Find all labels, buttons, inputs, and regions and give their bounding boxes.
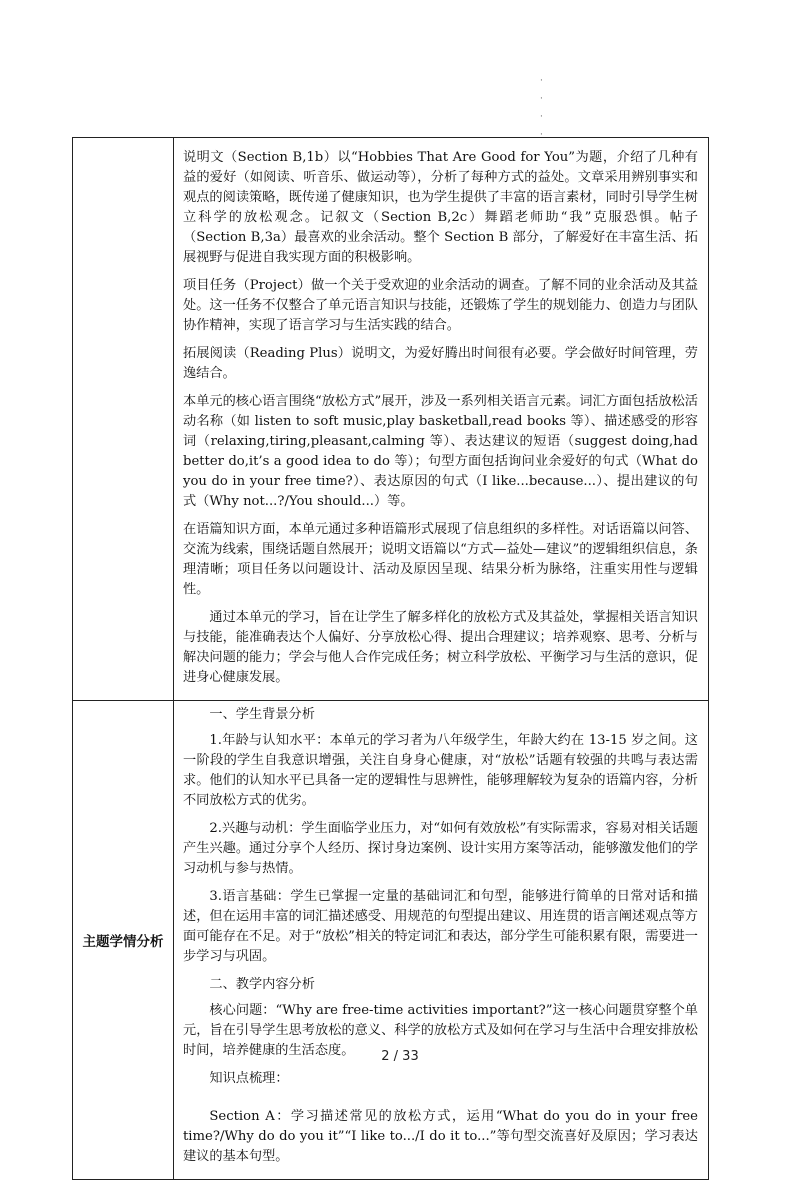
- paragraph: Section A：学习描述常见的放松方式，运用“What do you do in your free time?/Why do do you it”“I like to.../I do it to...”等句型交流喜好及原因；学习表达建议的基本句型。: [183, 1109, 698, 1164]
- page-number: 2 / 33: [381, 1049, 419, 1064]
- spacer: [183, 1097, 698, 1107]
- paragraph: 1.年龄与认知水平：本单元的学习者为八年级学生，年龄大约在 13-15 岁之间。这一阶段的学生自我意识增强，关注自身身心健康，对“放松”话题有较强的共鸣与表达需求。他们的认知水平已具备一定的逻辑性与思辨性，能够理解较为复杂的语篇内容，分析不同放松方式的优劣。: [183, 733, 698, 808]
- paragraph: 知识点梳理：: [209, 1071, 289, 1086]
- section-heading: 二、教学内容分析: [209, 977, 315, 992]
- paragraph: 在语篇知识方面，本单元通过多种语篇形式展现了信息组织的多样性。对话语篇以问答、交流为线索，围绕话题自然展开；说明文语篇以“方式—益处—建议”的逻辑组织信息，条理清晰；项目任务以问题设计、活动及原因呈现、结果分析为脉络，注重实用性与逻辑性。: [183, 522, 698, 597]
- paragraph: 3.语言基础：学生已掌握一定量的基础词汇和句型，能够进行简单的日常对话和描述，但在运用丰富的词汇描述感受、用规范的句型提出建议、用连贯的语言阐述观点等方面可能存在不足。对于“放松”相关的特定词汇和表达，部分学生可能积累有限，需要进一步学习与巩固。: [183, 889, 698, 964]
- lesson-plan-table: [72, 137, 709, 1180]
- paragraph: 项目任务（Project）做一个关于受欢迎的业余活动的调查。了解不同的业余活动及其益处。这一任务不仅整合了单元语言知识与技能，还锻炼了学生的规划能力、创造力与团队协作精神，实现了语言学习与生活实践的结合。: [183, 278, 698, 333]
- student-analysis-cell: [174, 701, 709, 1180]
- row-label: 主题学情分析: [73, 701, 174, 1180]
- table-row: [73, 701, 709, 1180]
- margin-dots: · · · ·: [540, 76, 543, 140]
- section-heading: 一、学生背景分析: [209, 707, 315, 722]
- table-row: [73, 138, 709, 701]
- paragraph: 通过本单元的学习，旨在让学生了解多样化的放松方式及其益处，掌握相关语言知识与技能，能准确表达个人偏好、分享放松心得、提出合理建议；培养观察、思考、分析与解决问题的能力；学会与他人合作完成任务；树立科学放松、平衡学习与生活的意识，促进身心健康发展。: [183, 610, 698, 685]
- paragraph: 2.兴趣与动机：学生面临学业压力，对“如何有效放松”有实际需求，容易对相关话题产生兴趣。通过分享个人经历、探讨身边案例、设计实用方案等活动，能够激发他们的学习动机与参与热情。: [183, 821, 698, 876]
- paragraph: 本单元的核心语言围绕“放松方式”展开，涉及一系列相关语言元素。词汇方面包括放松活动名称（如 listen to soft music,play basketball,read books 等）、描述感受的形容词（relaxing,tiring,pleasant,calming 等）、表达建议的短语（suggest doing,had better do,it’s a good idea to do 等）；句型方面包括询问业余爱好的句式（What do you do in your free time?）、表达原因的句式（I like...because...）、提出建议的句式（Why not...?/You should...）等。: [183, 394, 698, 509]
- paragraph: 拓展阅读（Reading Plus）说明文，为爱好腾出时间很有必要。学会做好时间管理，劳逸结合。: [183, 346, 698, 381]
- unit-analysis-cell: [174, 138, 709, 701]
- row-label-empty: [73, 138, 174, 701]
- paragraph: 说明文（Section B,1b）以“Hobbies That Are Good for You”为题，介绍了几种有益的爱好（如阅读、听音乐、做运动等），分析了每种方式的益处。文章采用辨别事实和观点的阅读策略，既传递了健康知识，也为学生提供了丰富的语言素材，同时引导学生树立科学的放松观念。记叙文（Section B,2c）舞蹈老师助“我”克服恐惧。帖子（Section B,3a）最喜欢的业余活动。整个 Section B 部分，了解爱好在丰富生活、拓展视野与促进自我实现方面的积极影响。: [183, 150, 698, 265]
- paragraph: 核心问题：“Why are free-time activities important?”这一核心问题贯穿整个单元，旨在引导学生思考放松的意义、科学的放松方式及如何在学习与生活中合理安排放松时间，培养健康的生活态度。: [183, 1003, 698, 1058]
